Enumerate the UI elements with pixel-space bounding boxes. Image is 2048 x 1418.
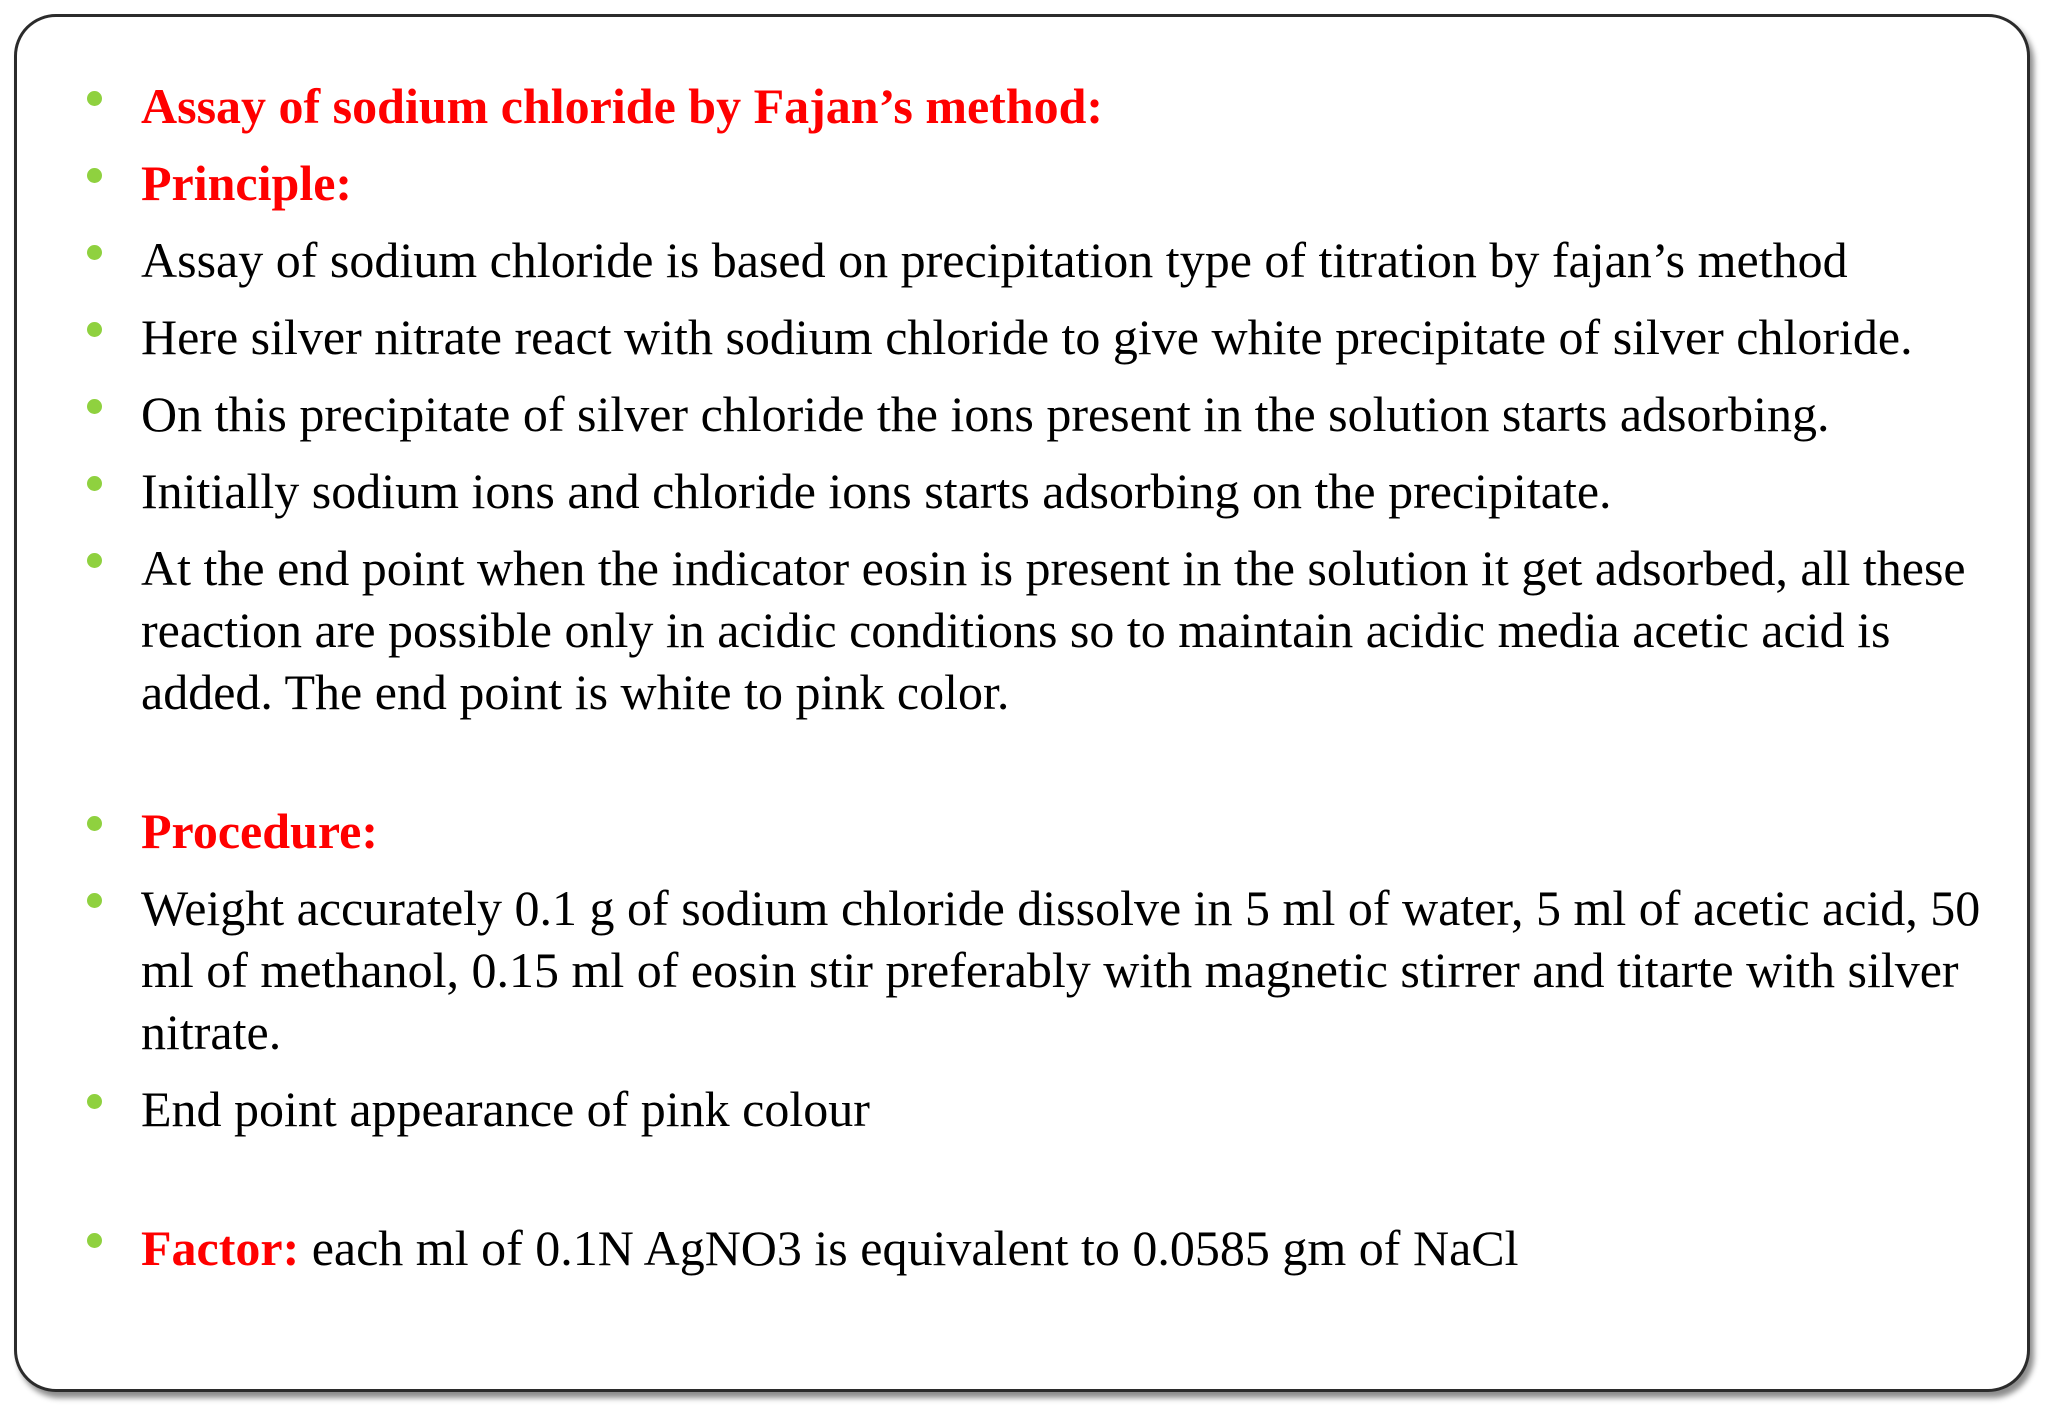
principle-point-text: Assay of sodium chloride is based on precipitation type of titration by fajan’s method [141,232,1848,288]
bullet-dot-icon [87,245,102,260]
bullet-dot-icon [87,553,102,568]
bullet-dot-icon [87,893,102,908]
procedure-point-text: End point appearance of pink colour [141,1081,870,1137]
principle-point-text: On this precipitate of silver chloride the ions present in the solution starts adsorbing. [141,386,1830,442]
factor-item [87,1217,2007,1279]
principle-point-text: Here silver nitrate react with sodium chloride to give white precipitate of silver chloride. [141,309,1913,365]
bullet-dot-icon [87,1233,102,1248]
factor-text: each ml of 0.1N AgNO3 is equivalent to 0.0585 gm of NaCl [299,1220,1519,1276]
bullet-dot-icon [87,91,102,106]
list-item [87,537,2007,723]
principle-heading-item [87,152,2007,214]
slide-frame [14,14,2030,1392]
bullet-list [87,75,2007,1294]
procedure-point-text: Weight accurately 0.1 g of sodium chloride dissolve in 5 ml of water, 5 ml of acetic acid, 50 ml of methanol, 0.15 ml of eosin stir preferably with magnetic stirrer and titarte with silver nitrate. [141,880,1981,1060]
bullet-dot-icon [87,476,102,491]
list-item [87,460,2007,522]
list-item [87,383,2007,445]
list-item [87,306,2007,368]
procedure-heading-item [87,800,2007,862]
title-item [87,75,2007,137]
bullet-dot-icon [87,168,102,183]
slide-title: Assay of sodium chloride by Fajan’s method: [141,78,1104,134]
factor-label: Factor: [141,1220,300,1276]
bullet-dot-icon [87,1094,102,1109]
principle-point-text: Initially sodium ions and chloride ions starts adsorbing on the precipitate. [141,463,1612,519]
bullet-dot-icon [87,399,102,414]
procedure-heading: Procedure: [141,803,378,859]
principle-point-text: At the end point when the indicator eosin is present in the solution it get adsorbed, all these reaction are possible only in acidic conditions so to maintain acidic media acetic acid is added. The end point is white to pink color. [141,540,1966,720]
principle-heading: Principle: [141,155,353,211]
list-item [87,877,2007,1063]
list-item [87,229,2007,291]
bullet-dot-icon [87,322,102,337]
list-item [87,1078,2007,1140]
bullet-dot-icon [87,816,102,831]
